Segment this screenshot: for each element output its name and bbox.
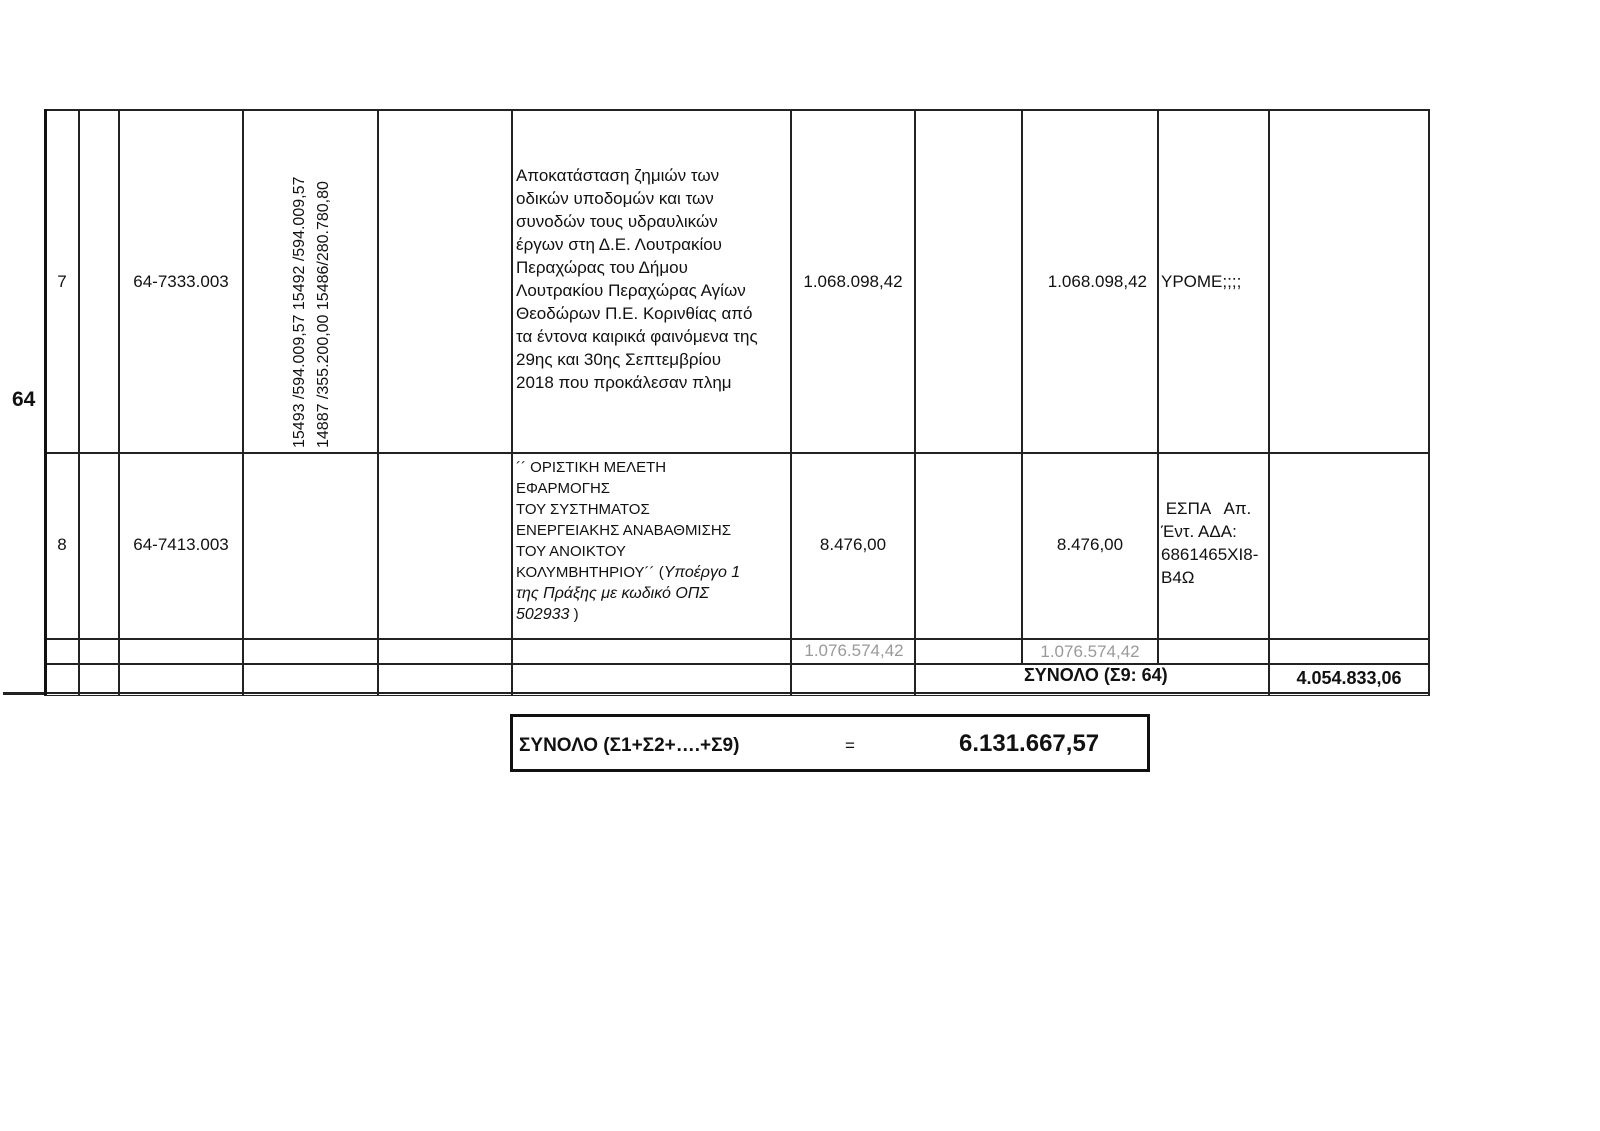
account-code: 64-7333.003	[133, 272, 229, 291]
subtotal-amount: 1.076.574,42	[804, 641, 904, 660]
grand-total-equals: =	[845, 736, 855, 755]
subtotal-amount-2: 1.076.574,42	[1040, 642, 1140, 661]
reference-amounts-1: 15493 /594.009,57 15492 /594.009,57	[291, 176, 308, 448]
row-number: 8	[57, 535, 67, 554]
group-code: 64	[12, 388, 36, 411]
row-number: 7	[57, 272, 67, 291]
project-description: ´´ ΟΡΙΣΤΙΚΗ ΜΕΛΕΤΗ ΕΦΑΡΜΟΓΗΣ ΤΟΥ ΣΥΣΤΗΜΑΤΟΣ ΕΝΕΡΓΕΙΑΚΗΣ ΑΝΑΒΑΘΜΙΣΗΣ ΤΟΥ ΑΝΟΙΚΤΟΥ ΚΟΛΥΜΒΗΤΗΡΙΟΥ´´ (Υποέργο 1 της Πράξης με κωδικό ΟΠΣ 502933 )	[516, 459, 741, 623]
amount: 8.476,00	[819, 535, 887, 554]
grand-total-value: 6.131.667,57	[959, 730, 1100, 757]
reference-amounts-2: 14887 /355.200,00 15486/280.780,80	[315, 181, 332, 448]
project-description: Αποκατάσταση ζημιών των οδικών υποδομών και των συνοδών τους υδραυλικών έργων στη Δ.Ε. Λουτρακίου Περαχώρας του Δήμου Λουτρακίου Περαχώρας Αγίων Θεοδώρων Π.Ε. Κορινθίας από τα έντονα καιρικά φαινόμενα της 29ης και 30ης Σεπτεμβρίου 2018 που προκάλεσαν πλημ	[516, 166, 758, 392]
grand-total-label: ΣΥΝΟΛΟ (Σ1+Σ2+….+Σ9)	[519, 735, 740, 756]
account-code: 64-7413.003	[133, 535, 229, 554]
grand-total-box	[510, 714, 1150, 772]
amount-2: 1.068.098,42	[1047, 272, 1147, 291]
section-total-value: 4.054.833,06	[1296, 668, 1402, 688]
funding-source: ΕΣΠΑ Απ. Έντ. ΑΔΑ: 6861465ΧΙ8- Β4Ω	[1161, 499, 1259, 587]
funding-source: ΥΡΟΜΕ;;;;	[1161, 272, 1242, 291]
amount: 1.068.098,42	[803, 272, 903, 291]
section-total-label: ΣΥΝΟΛΟ (Σ9: 64)	[1024, 665, 1168, 685]
amount-2: 8.476,00	[1056, 535, 1124, 554]
